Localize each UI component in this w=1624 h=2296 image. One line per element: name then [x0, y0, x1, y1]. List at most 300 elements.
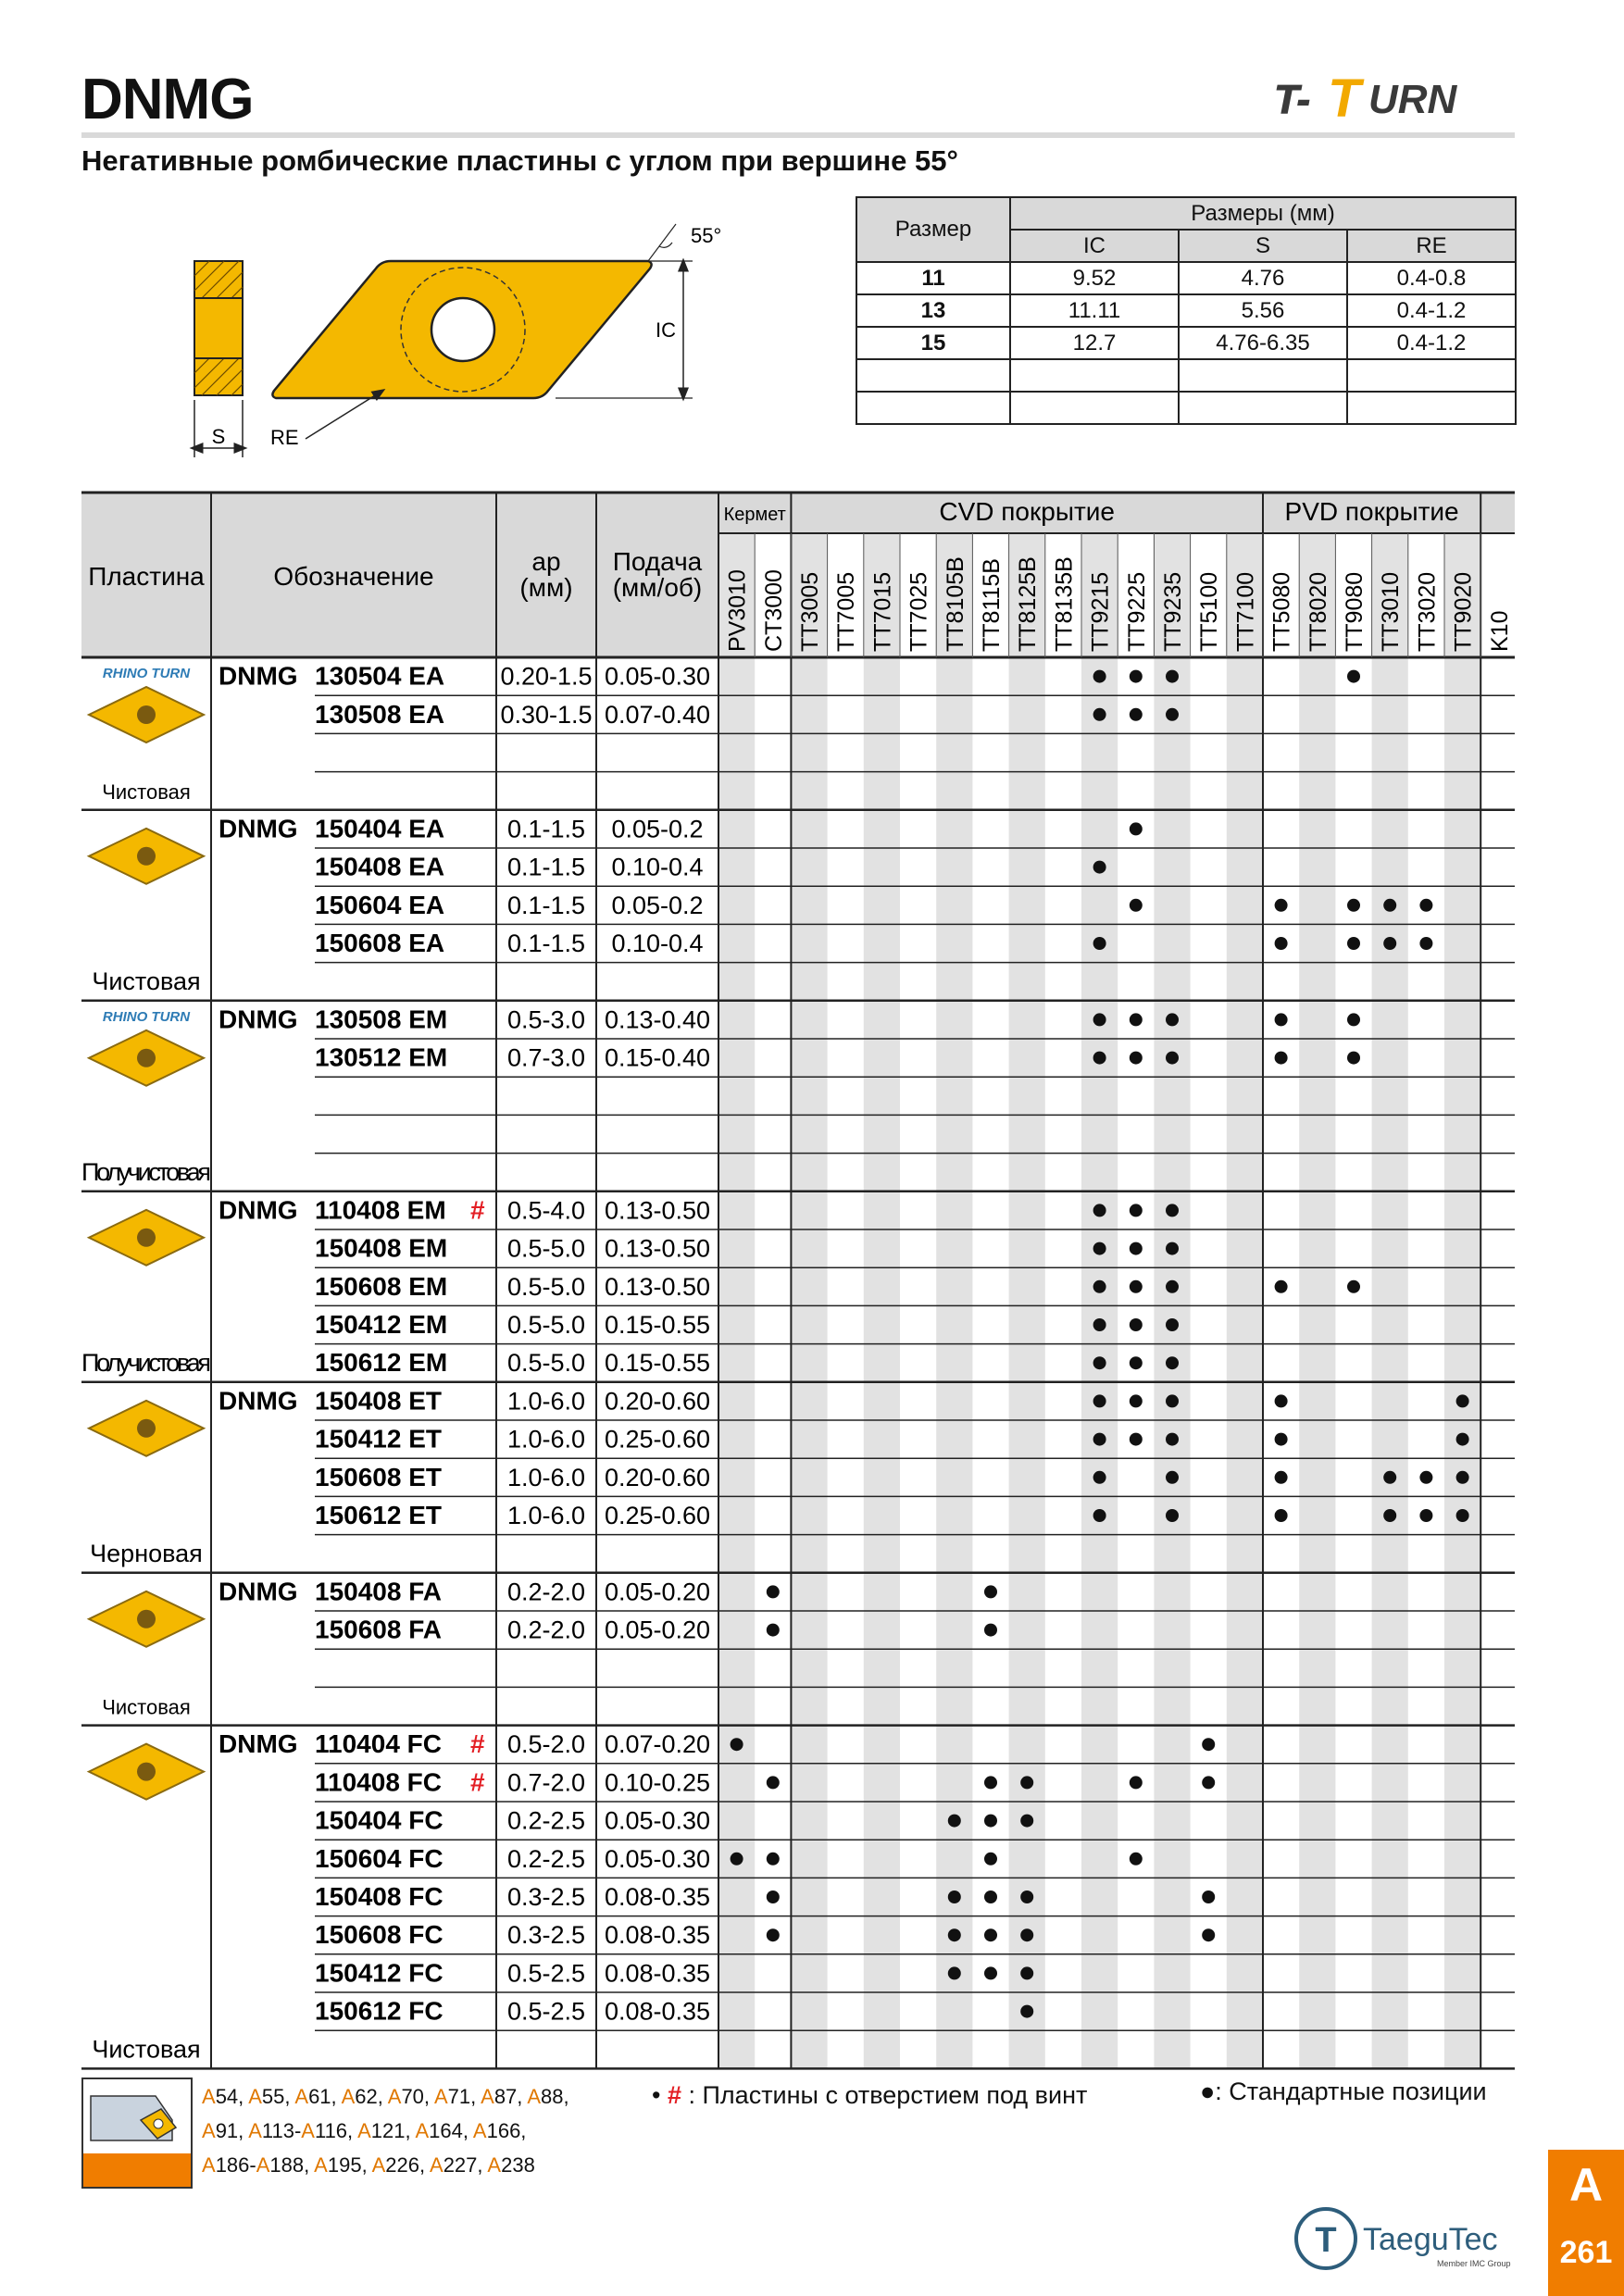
- screw-hole-note: [652, 2081, 1087, 2110]
- standard-item-dot: [1275, 1052, 1288, 1065]
- standard-item-dot: [1130, 708, 1143, 721]
- standard-item-dot: [1275, 899, 1288, 912]
- page-reference[interactable]: A62: [341, 2085, 378, 2108]
- ap-value: 0.5-5.0: [506, 1311, 586, 1339]
- standard-item-dot: [1093, 1204, 1106, 1217]
- ic-cell: 12.7: [1010, 327, 1179, 359]
- feed-value: 0.08-0.35: [604, 1921, 711, 1950]
- standard-item-dot: [984, 1776, 997, 1789]
- page-reference[interactable]: A54: [202, 2085, 239, 2108]
- standard-item-dot: [1419, 899, 1432, 912]
- standard-item-dot: [1275, 1280, 1288, 1293]
- screw-hole-note-text: : Пластины с отверстием под винт: [688, 2081, 1088, 2109]
- s-header: S: [1179, 230, 1347, 262]
- standard-item-dot: [1093, 1471, 1106, 1484]
- standard-item-dot: [1383, 1471, 1396, 1484]
- page-reference[interactable]: A61: [294, 2085, 331, 2108]
- ap-value: 0.2-2.0: [506, 1578, 586, 1606]
- page-reference[interactable]: A186-A188: [202, 2153, 305, 2177]
- designation-code: 150612 ET: [315, 1501, 442, 1529]
- grade-table: [81, 493, 1515, 2066]
- size-cell: 15: [856, 327, 1010, 359]
- operation-label: Получистовая: [81, 1348, 211, 1377]
- feed-value: 0.13-0.50: [604, 1272, 711, 1301]
- ap-value: 0.7-2.0: [506, 1768, 586, 1797]
- page-reference[interactable]: A88,: [527, 2085, 569, 2108]
- standard-item-dot: [984, 1890, 997, 1903]
- designation-code: 110404 FC: [315, 1729, 442, 1759]
- standard-item-dot: [1130, 1853, 1143, 1866]
- page-number: 261: [1559, 2235, 1613, 2270]
- standard-item-dot: [1166, 1356, 1179, 1369]
- operation-label: Чистовая: [102, 780, 191, 804]
- standard-item-dot: [1093, 1013, 1106, 1026]
- ap-value: 0.5-4.0: [506, 1196, 586, 1225]
- designation-code: 150412 FC: [315, 1958, 443, 1988]
- s-cell: 4.76-6.35: [1179, 327, 1347, 359]
- size-table: [856, 196, 1517, 425]
- designation-code: 150608 ET: [315, 1462, 442, 1491]
- standard-item-dot: [948, 1890, 961, 1903]
- page-reference[interactable]: A238: [487, 2153, 535, 2177]
- insert-hole: [137, 847, 156, 866]
- designation-prefix: DNMG: [219, 1577, 298, 1606]
- standard-item-dot: [1020, 1928, 1033, 1941]
- standard-item-dot: [1093, 1356, 1106, 1369]
- designation-column-header: Обозначение: [273, 562, 434, 591]
- standard-item-dot: [767, 1890, 780, 1903]
- feed-value: 0.15-0.55: [604, 1349, 711, 1378]
- page-reference[interactable]: A227: [430, 2153, 478, 2177]
- ic-cell: [1010, 359, 1179, 392]
- feed-value: 0.13-0.40: [604, 1005, 711, 1034]
- ap-value: 0.5-2.5: [506, 1997, 586, 2026]
- standard-item-dot: [948, 1966, 961, 1979]
- feed-value: 0.05-0.2: [611, 815, 704, 843]
- rhino-turn-logo: RHINO TURN: [102, 1008, 191, 1025]
- designation-code: 150608 EA: [315, 929, 445, 957]
- feed-value: 0.10-0.4: [611, 853, 704, 881]
- ap-value: 0.1-1.5: [506, 891, 586, 919]
- size-cell: 11: [856, 262, 1010, 294]
- svg-text:T-: T-: [1274, 77, 1311, 122]
- page-reference[interactable]: A91: [202, 2119, 239, 2142]
- hash-symbol: #: [667, 2081, 681, 2109]
- standard-item-dot: [767, 1853, 780, 1866]
- standard-item-dot: [1093, 670, 1106, 683]
- ap-value: 0.5-5.0: [506, 1349, 586, 1378]
- grade-header-tt5100: TT5100: [1196, 571, 1223, 652]
- standard-item-dot: [1275, 1433, 1288, 1446]
- ap-value: 0.2-2.5: [506, 1806, 586, 1835]
- standard-item-dot: [1419, 1509, 1432, 1522]
- grade-header-tt3020: TT3020: [1414, 571, 1441, 652]
- grade-header-tt8020: TT8020: [1305, 571, 1331, 652]
- standard-item-dot: [1093, 1433, 1106, 1446]
- page-title: DNMG: [81, 68, 254, 131]
- designation-code: 150404 FC: [315, 1805, 443, 1835]
- feed-value: 0.08-0.35: [604, 1959, 711, 1988]
- standard-item-dot: [1166, 1433, 1179, 1446]
- grade-column-shade: [1299, 533, 1335, 2068]
- designation-prefix: DNMG: [219, 814, 298, 843]
- feed-column-header: Подача: [612, 547, 703, 576]
- size-row: [856, 359, 1516, 392]
- hash-mark: #: [470, 1195, 485, 1225]
- ic-header: IC: [1010, 230, 1179, 262]
- rhino-turn-logo: RHINO TURN: [102, 666, 191, 681]
- designation-prefix: DNMG: [219, 1386, 298, 1416]
- page-reference[interactable]: A164: [415, 2119, 463, 2142]
- grade-column-shade: [1444, 533, 1480, 2068]
- standard-item-dot: [1166, 1318, 1179, 1331]
- grade-column-shade: [718, 533, 755, 2068]
- angle-label: 55°: [691, 224, 722, 247]
- standard-item-dot: [984, 1815, 997, 1828]
- standard-item-dot: [1093, 708, 1106, 721]
- re-cell: 0.4-1.2: [1347, 294, 1516, 327]
- grade-column-shade: [936, 533, 972, 2068]
- standard-items-note: ●: Стандартные позиции: [1200, 2078, 1487, 2105]
- standard-item-dot: [1419, 937, 1432, 950]
- ap-value: 0.1-1.5: [506, 853, 586, 881]
- grade-header-tt7100: TT7100: [1232, 571, 1259, 652]
- page-reference[interactable]: A195: [314, 2153, 362, 2177]
- feed-value: 0.05-0.2: [611, 891, 704, 919]
- grade-column-shade: [791, 533, 827, 2068]
- toolholder-reference-icon: [81, 2078, 193, 2189]
- cvd-group-header: CVD покрытие: [939, 497, 1116, 526]
- feed-value: 0.05-0.30: [604, 1806, 711, 1835]
- ap-value: 0.2-2.0: [506, 1616, 586, 1644]
- grade-header-tt7025: TT7025: [906, 571, 932, 652]
- s-cell: 5.56: [1179, 294, 1347, 327]
- standard-item-dot: [1347, 937, 1360, 950]
- reference-line: A54, A55, A61, A62, A70, A71, A87, A88,: [202, 2085, 569, 2108]
- reference-line: A91, A113-A116, A121, A164, A166,: [202, 2119, 527, 2142]
- standard-item-dot: [767, 1624, 780, 1637]
- standard-item-dot: [1166, 1204, 1179, 1217]
- standard-item-dot: [1130, 1052, 1143, 1065]
- re-label: RE: [270, 426, 299, 449]
- ap-unit: (мм): [519, 573, 573, 602]
- standard-item-dot: [1166, 1509, 1179, 1522]
- size-cell: [856, 359, 1010, 392]
- insert-hole: [137, 1610, 156, 1628]
- standard-item-dot: [1093, 1052, 1106, 1065]
- t-turn-logo: [1268, 69, 1515, 129]
- designation-code: 130504 EA: [315, 661, 445, 691]
- grade-header-tt7015: TT7015: [869, 571, 896, 652]
- standard-item-dot: [1093, 1394, 1106, 1407]
- dims-header: Размеры (мм): [1010, 197, 1516, 230]
- ap-value: 1.0-6.0: [506, 1502, 586, 1529]
- page-tab: [1548, 2150, 1624, 2296]
- designation-code: 150608 FC: [315, 1920, 443, 1950]
- svg-text:URN: URN: [1368, 77, 1457, 122]
- standard-item-dot: [1275, 937, 1288, 950]
- pvd-group-header: PVD покрытие: [1284, 497, 1459, 526]
- grade-header-k10: K10: [1486, 610, 1513, 652]
- grade-header-ct3000: CT3000: [760, 569, 787, 652]
- standard-item-dot: [1130, 1204, 1143, 1217]
- grade-header-tt9080: TT9080: [1342, 571, 1368, 652]
- standard-item-dot: [984, 1585, 997, 1598]
- s-cell: 4.76: [1179, 262, 1347, 294]
- standard-item-dot: [1275, 1013, 1288, 1026]
- standard-item-dot: [1166, 1280, 1179, 1293]
- s-label: S: [211, 425, 226, 448]
- standard-item-dot: [1093, 937, 1106, 950]
- feed-value: 0.08-0.35: [604, 1883, 711, 1911]
- grade-column-shade: [1009, 533, 1045, 2068]
- standard-item-dot: [1347, 1052, 1360, 1065]
- designation-code: 150412 EM: [315, 1310, 448, 1339]
- ap-value: 0.5-3.0: [506, 1005, 586, 1034]
- grade-column-shade: [1154, 533, 1190, 2068]
- standard-item-dot: [1166, 1242, 1179, 1255]
- page-reference[interactable]: A55: [248, 2085, 285, 2108]
- standard-item-dot: [1166, 1052, 1179, 1065]
- standard-item-dot: [1347, 1013, 1360, 1026]
- ap-value: 0.5-5.0: [506, 1272, 586, 1301]
- page-reference[interactable]: A71: [433, 2085, 471, 2108]
- standard-item-dot: [1093, 1242, 1106, 1255]
- page-reference[interactable]: A87: [481, 2085, 518, 2108]
- standard-item-dot: [984, 1853, 997, 1866]
- standard-item-dot: [1130, 1356, 1143, 1369]
- page-reference[interactable]: A226: [371, 2153, 419, 2177]
- grade-column-shade: [1227, 533, 1263, 2068]
- grade-header-tt3005: TT3005: [797, 571, 823, 652]
- standard-item-dot: [1166, 1471, 1179, 1484]
- standard-item-dot: [1347, 899, 1360, 912]
- ap-value: 1.0-6.0: [506, 1387, 586, 1416]
- grade-header-tt9225: TT9225: [1123, 571, 1150, 652]
- grade-header-tt8105b: TT8105B: [942, 556, 968, 652]
- grade-header-tt8135b: TT8135B: [1051, 556, 1078, 652]
- standard-item-dot: [731, 1853, 743, 1866]
- feed-value: 0.25-0.60: [604, 1502, 711, 1529]
- standard-item-dot: [1130, 670, 1143, 683]
- feed-value: 0.15-0.40: [604, 1043, 711, 1072]
- designation-prefix: DNMG: [219, 1195, 298, 1225]
- operation-label: Получистовая: [81, 1157, 211, 1186]
- designation-code: 150408 FC: [315, 1882, 443, 1911]
- designation-code: 150408 ET: [315, 1386, 442, 1416]
- size-row: [856, 262, 1516, 294]
- cermet-group-header: Кермет: [723, 505, 786, 525]
- standard-item-dot: [1275, 1471, 1288, 1484]
- feed-value: 0.07-0.40: [604, 700, 711, 729]
- brand-name: TaeguTec: [1363, 2222, 1498, 2257]
- re-cell: [1347, 359, 1516, 392]
- standard-item-dot: [1166, 1013, 1179, 1026]
- standard-item-dot: [948, 1815, 961, 1828]
- standard-item-dot: [1456, 1471, 1469, 1484]
- standard-item-dot: [1130, 822, 1143, 835]
- feed-value: 0.05-0.20: [604, 1616, 711, 1644]
- grade-header-tt9020: TT9020: [1450, 571, 1477, 652]
- feed-value: 0.15-0.55: [604, 1311, 711, 1339]
- size-cell: [856, 392, 1010, 424]
- ap-value: 1.0-6.0: [506, 1463, 586, 1491]
- designation-code: 150608 EM: [315, 1271, 448, 1301]
- feed-value: 0.13-0.50: [604, 1196, 711, 1225]
- designation-prefix: DNMG: [219, 661, 298, 691]
- standard-item-dot: [1456, 1394, 1469, 1407]
- ap-value: 0.5-2.0: [506, 1730, 586, 1759]
- standard-item-dot: [1130, 1242, 1143, 1255]
- hash-mark: #: [470, 1767, 485, 1797]
- taegutec-logo: [1289, 2198, 1511, 2272]
- operation-label: Чистовая: [92, 967, 201, 995]
- size-header: Размер: [856, 197, 1010, 262]
- feed-value: 0.07-0.20: [604, 1730, 711, 1759]
- standard-item-dot: [1020, 1890, 1033, 1903]
- feed-value: 0.20-0.60: [604, 1387, 711, 1416]
- page-reference[interactable]: A70: [387, 2085, 424, 2108]
- page-reference[interactable]: A166,: [472, 2119, 527, 2142]
- size-row: [856, 392, 1516, 424]
- feed-value: 0.10-0.4: [611, 930, 704, 957]
- feed-value: 0.13-0.50: [604, 1234, 711, 1263]
- standard-item-dot: [1093, 1280, 1106, 1293]
- standard-item-dot: [1020, 2005, 1033, 2018]
- feed-value: 0.05-0.30: [604, 662, 711, 691]
- insert-hole: [137, 1419, 156, 1438]
- designation-code: 130508 EA: [315, 699, 445, 729]
- standard-item-dot: [1093, 861, 1106, 874]
- designation-code: 150408 FA: [315, 1577, 442, 1606]
- re-header: RE: [1347, 230, 1516, 262]
- s-cell: [1179, 359, 1347, 392]
- grade-column-shade: [1081, 533, 1118, 2068]
- standard-item-dot: [1202, 1890, 1215, 1903]
- standard-item-dot: [1347, 670, 1360, 683]
- designation-code: 150612 FC: [315, 1996, 443, 2026]
- designation-code: 150604 FC: [315, 1843, 443, 1873]
- standard-item-dot: [1020, 1776, 1033, 1789]
- insert-hole: [137, 705, 156, 724]
- insert-hole: [137, 1763, 156, 1781]
- ap-value: 0.20-1.5: [500, 662, 593, 691]
- svg-text:T: T: [1328, 69, 1361, 129]
- designation-code: 110408 EM: [315, 1195, 446, 1225]
- title-rule: [81, 132, 1515, 138]
- designation-code: 150408 EM: [315, 1233, 448, 1263]
- standard-item-dot: [731, 1738, 743, 1751]
- standard-item-dot: [1456, 1509, 1469, 1522]
- ap-value: 0.1-1.5: [506, 930, 586, 957]
- re-cell: [1347, 392, 1516, 424]
- standard-item-dot: [1166, 708, 1179, 721]
- feed-value: 0.05-0.30: [604, 1844, 711, 1873]
- designation-code: 150408 EA: [315, 852, 445, 881]
- standard-item-dot: [1202, 1928, 1215, 1941]
- standard-item-dot: [984, 1966, 997, 1979]
- hash-mark: #: [470, 1729, 485, 1759]
- page-reference[interactable]: A113-A116: [248, 2119, 348, 2142]
- standard-item-dot: [984, 1928, 997, 1941]
- ap-value: 0.2-2.5: [506, 1844, 586, 1873]
- page-reference[interactable]: A121: [357, 2119, 406, 2142]
- insert-hole: [137, 1049, 156, 1067]
- page-subtitle: Негативные ромбические пластины с углом при вершине 55°: [81, 144, 958, 177]
- grade-header-tt3010: TT3010: [1378, 571, 1405, 652]
- feed-value: 0.10-0.25: [604, 1768, 711, 1797]
- standard-item-dot: [1020, 1966, 1033, 1979]
- insert-column-header: Пластина: [88, 562, 205, 591]
- standard-item-dot: [767, 1928, 780, 1941]
- standard-item-dot: [984, 1624, 997, 1637]
- designation-code: 110408 FC: [315, 1767, 442, 1797]
- feed-value: 0.08-0.35: [604, 1997, 711, 2026]
- ap-value: 0.7-3.0: [506, 1043, 586, 1072]
- standard-item-dot: [1130, 1013, 1143, 1026]
- standard-item-dot: [1166, 670, 1179, 683]
- operation-label: Чистовая: [92, 2035, 201, 2064]
- ic-cell: 9.52: [1010, 262, 1179, 294]
- standard-item-dot: [1383, 899, 1396, 912]
- standard-item-dot: [1419, 1471, 1432, 1484]
- ap-value: 1.0-6.0: [506, 1425, 586, 1454]
- re-cell: 0.4-1.2: [1347, 327, 1516, 359]
- feed-value: 0.05-0.20: [604, 1578, 711, 1606]
- standard-item-dot: [1130, 899, 1143, 912]
- grade-header-tt5080: TT5080: [1268, 571, 1295, 652]
- standard-item-dot: [1130, 1394, 1143, 1407]
- designation-code: 150404 EA: [315, 814, 445, 843]
- standard-item-dot: [1347, 1280, 1360, 1293]
- designation-code: 150412 ET: [315, 1424, 442, 1454]
- ic-cell: 11.11: [1010, 294, 1179, 327]
- ic-cell: [1010, 392, 1179, 424]
- note-bullet: •: [652, 2081, 661, 2109]
- feed-unit: (мм/об): [612, 573, 703, 602]
- grade-column-shade: [1372, 533, 1408, 2068]
- standard-item-dot: [1166, 1394, 1179, 1407]
- size-cell: 13: [856, 294, 1010, 327]
- size-row: [856, 327, 1516, 359]
- designation-code: 150604 EA: [315, 890, 445, 919]
- insert-diagram: [185, 215, 741, 465]
- operation-label: Чистовая: [102, 1695, 191, 1719]
- ap-value: 0.3-2.5: [506, 1883, 586, 1911]
- standard-item-dot: [767, 1776, 780, 1789]
- designation-prefix: DNMG: [219, 1004, 298, 1034]
- grade-column-shade: [864, 533, 900, 2068]
- designation-code: 150612 EM: [315, 1348, 448, 1378]
- operation-label: Черновая: [90, 1539, 203, 1567]
- s-cell: [1179, 392, 1347, 424]
- ap-value: 0.3-2.5: [506, 1921, 586, 1950]
- designation-code: 130512 EM: [315, 1042, 448, 1072]
- standard-item-dot: [1202, 1776, 1215, 1789]
- standard-item-dot: [1202, 1738, 1215, 1751]
- standard-item-dot: [767, 1585, 780, 1598]
- standard-item-dot: [1020, 1815, 1033, 1828]
- reference-line: A186-A188, A195, A226, A227, A238: [202, 2153, 535, 2177]
- grade-header-tt7005: TT7005: [833, 571, 860, 652]
- standard-item-dot: [1093, 1509, 1106, 1522]
- standard-item-dot: [1383, 1509, 1396, 1522]
- grade-header-tt9215: TT9215: [1087, 571, 1114, 652]
- ap-value: 0.1-1.5: [506, 815, 586, 843]
- page-references: [202, 2079, 609, 2182]
- ic-label: IC: [656, 318, 676, 342]
- ap-value: 0.5-2.5: [506, 1959, 586, 1988]
